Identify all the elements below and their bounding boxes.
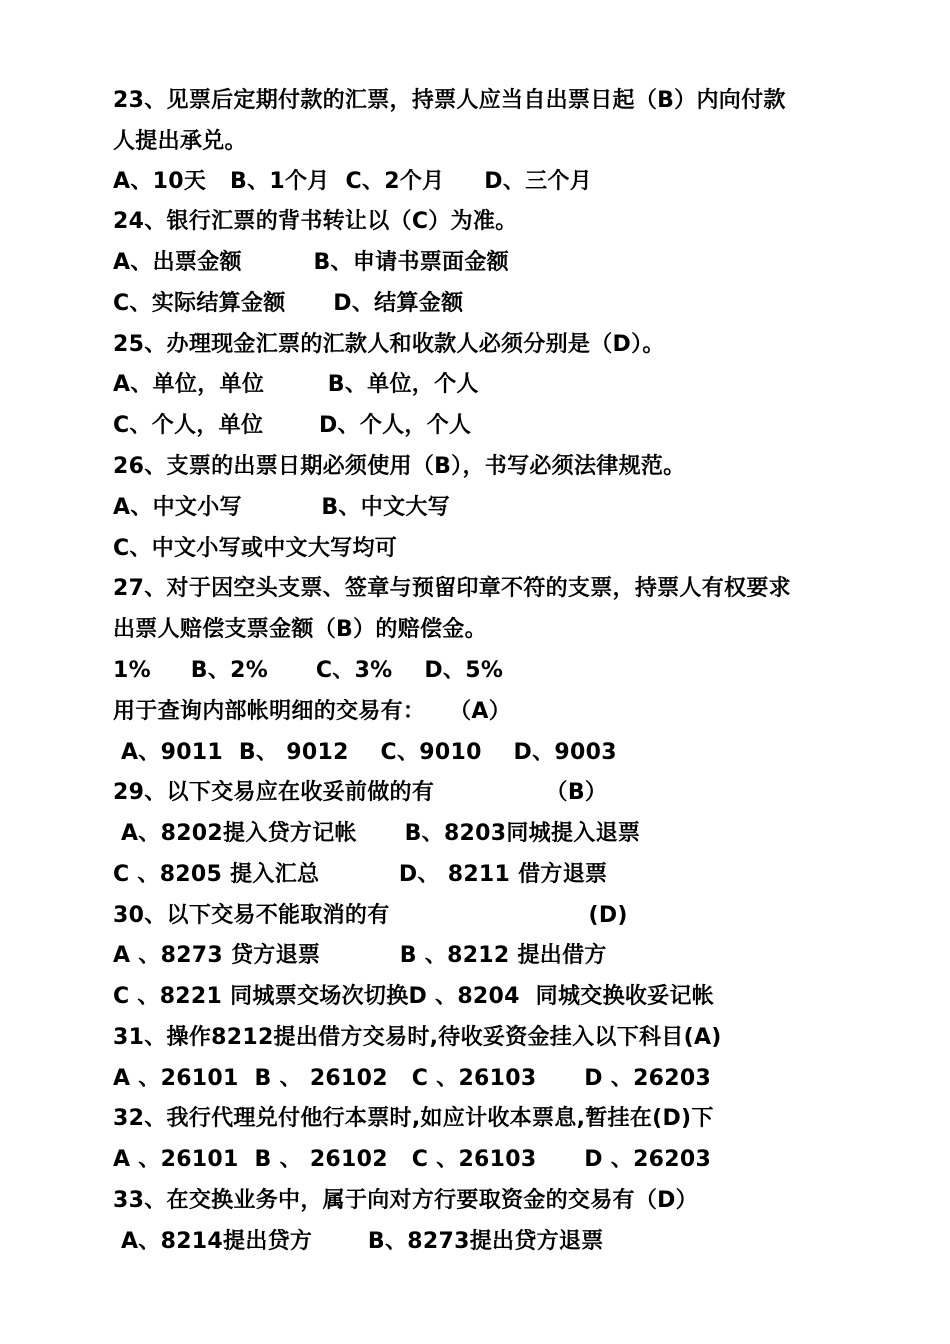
q29-question: 29、以下交易应在收妥前做的有 （B） bbox=[113, 780, 608, 805]
q23-line-2: 人提出承兑。 bbox=[113, 129, 247, 154]
q33-options: A、8214提出贷方 B、8273提出贷方退票 bbox=[113, 1229, 604, 1254]
q27-options: 1% B、2% C、3% D、5% bbox=[113, 658, 504, 683]
q25-options-cd: C、个人，单位 D、个人，个人 bbox=[113, 413, 472, 438]
q24-options-cd: C、实际结算金额 D、结算金额 bbox=[113, 291, 464, 316]
q23-options: A、10天 B、1个月 C、2个月 D、三个月 bbox=[113, 169, 593, 194]
q26-question: 26、支票的出票日期必须使用（B），书写必须法律规范。 bbox=[113, 454, 686, 479]
q24-question: 24、银行汇票的背书转让以（C）为准。 bbox=[113, 209, 518, 234]
q29-options-cd: C 、8205 提入汇总 D、 8211 借方退票 bbox=[113, 862, 608, 887]
q33-question: 33、在交换业务中，属于向对方行要取资金的交易有（D） bbox=[113, 1188, 698, 1213]
q30-question: 30、以下交易不能取消的有 (D) bbox=[113, 903, 628, 928]
q27-line-2: 出票人赔偿支票金额（B）的赔偿金。 bbox=[113, 617, 487, 642]
q26-options-ab: A、中文小写 B、中文大写 bbox=[113, 495, 450, 520]
q30-options-ab: A 、8273 贷方退票 B 、8212 提出借方 bbox=[113, 943, 607, 968]
q26-option-c: C、中文小写或中文大写均可 bbox=[113, 536, 398, 561]
q28-options: A、9011 B、 9012 C、9010 D、9003 bbox=[113, 740, 617, 765]
q30-options-cd: C 、8221 同城票交场次切换D 、8204 同城交换收妥记帐 bbox=[113, 984, 715, 1009]
q25-options-ab: A、单位，单位 B、单位，个人 bbox=[113, 372, 479, 397]
q23-line-1: 23、见票后定期付款的汇票，持票人应当自出票日起（B）内向付款 bbox=[113, 88, 786, 113]
q31-question: 31、操作8212提出借方交易时,待收妥资金挂入以下科目(A) bbox=[113, 1025, 722, 1050]
q32-question: 32、我行代理兑付他行本票时,如应计收本票息,暂挂在(D)下 bbox=[113, 1106, 714, 1131]
q31-options: A 、26101 B 、 26102 C 、26103 D 、26203 bbox=[113, 1066, 712, 1091]
q29-options-ab: A、8202提入贷方记帐 B、8203同城提入退票 bbox=[113, 821, 641, 846]
q32-options: A 、26101 B 、 26102 C 、26103 D 、26203 bbox=[113, 1147, 712, 1172]
q27-line-1: 27、对于因空头支票、签章与预留印章不符的支票，持票人有权要求 bbox=[113, 576, 791, 601]
q28-question: 用于查询内部帐明细的交易有： （A） bbox=[113, 699, 512, 724]
q25-question: 25、办理现金汇票的汇款人和收款人必须分别是（D）。 bbox=[113, 332, 665, 357]
q24-options-ab: A、出票金额 B、申请书票面金额 bbox=[113, 250, 509, 275]
